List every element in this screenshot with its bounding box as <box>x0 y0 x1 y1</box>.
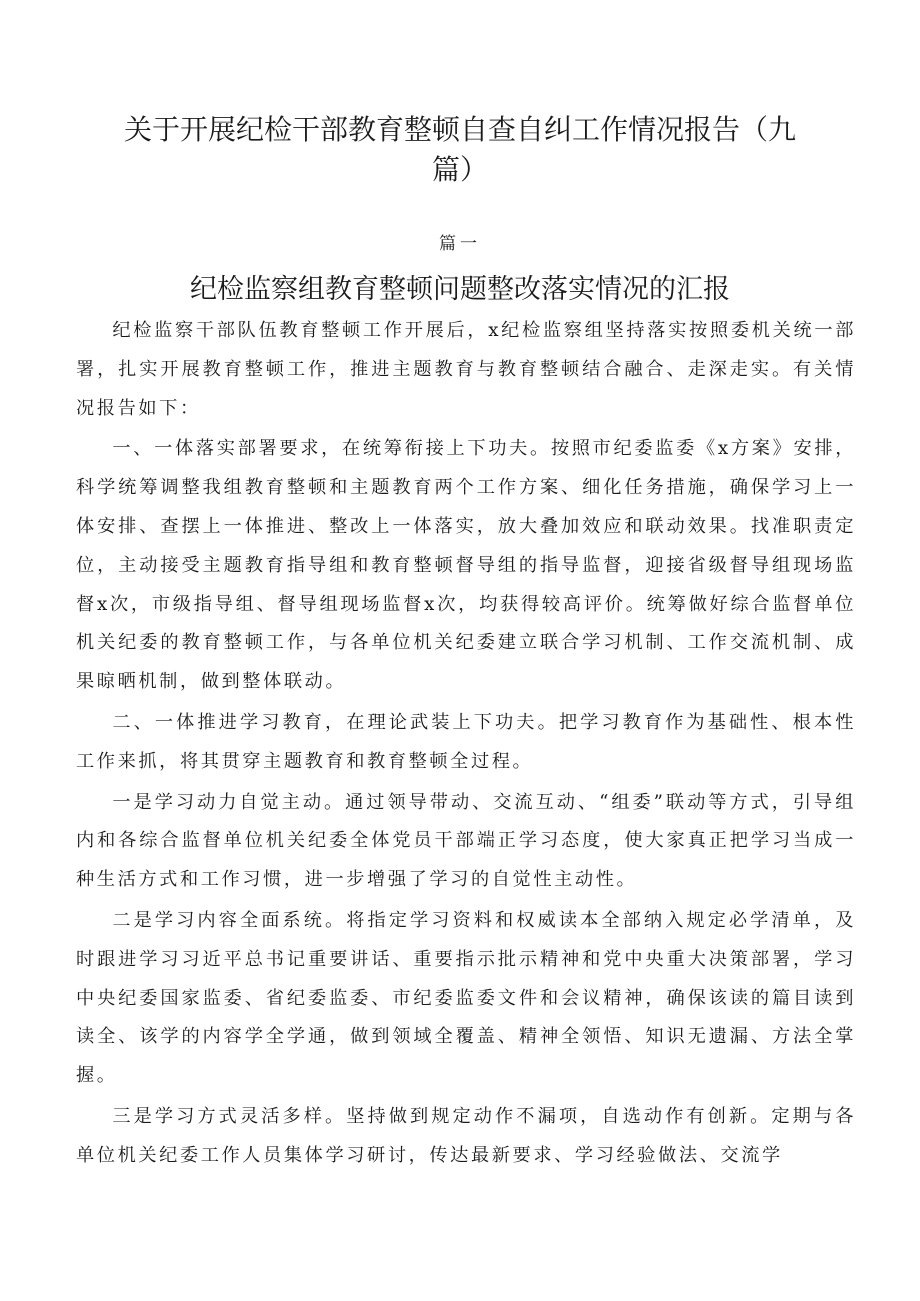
paragraph: 三是学习方式灵活多样。坚持做到规定动作不漏项，自选动作有创新。定期与各单位机关纪委工作人员集体学习研讨，传达最新要求、学习经验做法、交流学 <box>76 1105 856 1166</box>
paragraph: 二是学习内容全面系统。将指定学习资料和权威读本全部纳入规定必学清单，及时跟进学习习近平总书记重要讲话、重要指示批示精神和党中央重大决策部署，学习中央纪委国家监委、省纪委监委、市纪委监委文件和会议精神，确保该读的篇目读到读全、该学的内容学全学通，做到领域全覆盖、精神全领悟、知识无遗漏、方法全掌握。 <box>76 909 856 1087</box>
document-title-line-2: 篇） <box>431 153 488 186</box>
document-title-line-1: 关于开展纪检干部教育整顿自查自纠工作情况报告（九 <box>123 113 796 146</box>
paragraph: 二、一体推进学习教育，在理论武装上下功夫。把学习教育作为基础性、根本性工作来抓，将其贯穿主题教育和教育整顿全过程。 <box>76 711 856 772</box>
paragraph: 一、一体落实部署要求，在统筹衔接上下功夫。按照市纪委监委《x方案》安排，科学统筹调整我组教育整顿和主题教育两个工作方案、细化任务措施，确保学习上一体安排、查摆上一体推进、整改上一体落实，放大叠加效应和联动效果。找准职责定位，主动接受主题教育指导组和教育整顿督导组的指导监督，迎接省级督导组现场监督x次，市级指导组、督导组现场监督x次，均获得较高评价。统筹做好综合监督单位机关纪委的教育整顿工作，与各单位机关纪委建立联合学习机制、工作交流机制、成果晾晒机制，做到整体联动。 <box>76 438 856 693</box>
document-body <box>76 312 856 1176</box>
section-title: 纪检监察组教育整顿问题整改落实情况的汇报 <box>190 274 730 305</box>
document-title <box>120 110 800 190</box>
section-label: 篇一 <box>439 234 481 254</box>
paragraph: 一是学习动力自觉主动。通过领导带动、交流互动、“组委”联动等方式，引导组内和各综合监督单位机关纪委全体党员干部端正学习态度，使大家真正把学习当成一种生活方式和工作习惯，进一步增强了学习的自觉性主动性。 <box>76 791 856 891</box>
paragraph: 纪检监察干部队伍教育整顿工作开展后，x纪检监察组坚持落实按照委机关统一部署，扎实开展教育整顿工作，推进主题教育与教育整顿结合融合、走深走实。有关情况报告如下： <box>76 320 856 419</box>
